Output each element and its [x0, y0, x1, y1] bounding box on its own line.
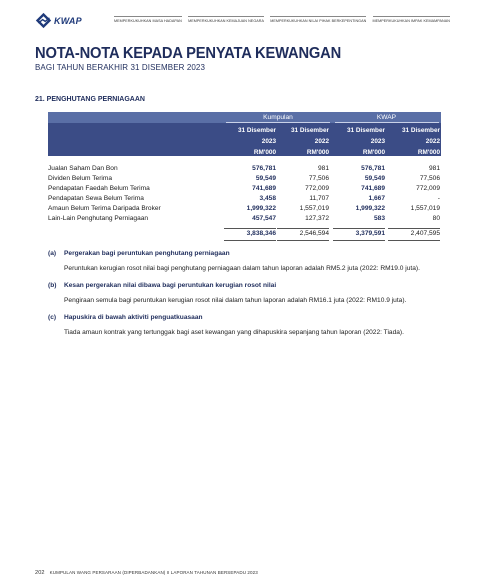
cell-value: 3,458	[259, 195, 276, 202]
row-label: Pendapatan Sewa Belum Terima	[48, 195, 144, 202]
group-header-kwap: KWAP	[376, 113, 397, 121]
group-header-kumpulan: Kumpulan	[263, 113, 293, 121]
cell-value: 576,781	[252, 165, 276, 172]
note-a	[48, 249, 444, 274]
row-label: Jualan Saham Dan Bon	[48, 165, 118, 172]
group-divider	[226, 122, 330, 123]
cell-value: 80	[432, 215, 440, 222]
total-value: 2,407,595	[410, 230, 440, 237]
cell-value: 127,372	[305, 215, 329, 222]
page-subtitle: BAGI TAHUN BERAKHIR 31 DISEMBER 2023	[35, 63, 206, 72]
nav-item-pihak-berkepentingan[interactable]: MEMPERKUKUHKAN NILAI PIHAK BERKEPENTINGAN	[270, 16, 366, 23]
group-divider	[335, 122, 439, 123]
total-rule	[333, 240, 385, 241]
cell-value: 981	[317, 165, 329, 172]
page-title: NOTA-NOTA KEPADA PENYATA KEWANGAN	[35, 45, 342, 62]
cell-value: 1,999,322	[355, 205, 385, 212]
table-total-row	[48, 228, 441, 240]
note-b	[48, 281, 444, 306]
note-heading: (a) Pergerakan bagi peruntukan penghutang perniagaan	[48, 250, 230, 257]
kwap-logo-icon	[35, 12, 52, 29]
table-row	[48, 214, 441, 224]
row-label: Lain-Lain Penghutang Perniagaan	[48, 215, 149, 222]
trade-receivables-table	[48, 112, 441, 240]
cell-value: 741,689	[252, 185, 276, 192]
total-rule	[388, 240, 440, 241]
note-heading: (c) Hapuskira di bawah aktiviti penguatkuasaan	[48, 314, 203, 321]
cell-value: 583	[373, 215, 385, 222]
kwap-logo[interactable]	[35, 12, 82, 29]
cell-value: 772,009	[305, 185, 329, 192]
cell-value: 741,689	[361, 185, 385, 192]
column-header: 31 Disember 2023 RM'000	[237, 127, 276, 156]
notes-section	[48, 249, 444, 345]
row-label: Amaun Belum Terima Daripada Broker	[48, 205, 161, 212]
cell-value: 77,506	[419, 175, 440, 182]
nav-item-kemajuan-negara[interactable]: MEMPERKUKUHKAN KEMAJUAN NEGARA	[188, 16, 264, 23]
cell-value: 457,547	[252, 215, 276, 222]
total-value: 3,838,346	[246, 230, 276, 237]
total-rule	[277, 240, 329, 241]
note-body: Pengiraan semula bagi peruntukan kerugian rosot nilai dalam tahun laporan adalah RM16.1 juta (2022: RM10.9 juta).	[64, 297, 407, 304]
footer-text: KUMPULAN WANG PERSARAAN (DIPERBADANKAN) II LAPORAN TAHUNAN BERSEPADU 2023	[49, 570, 258, 575]
table-row	[48, 174, 441, 184]
table-row	[48, 204, 441, 214]
cell-value: 59,549	[255, 175, 276, 182]
table-row	[48, 164, 441, 174]
nav-item-masa-hadapan[interactable]: MEMPERKUKUHKAN MASA HADAPAN	[114, 16, 182, 23]
cell-value: 1,557,019	[299, 205, 329, 212]
table-row	[48, 194, 441, 204]
column-header: 31 Disember 2022 RM'000	[290, 127, 329, 156]
page-footer	[35, 570, 258, 576]
total-rule	[224, 240, 276, 241]
cell-value: -	[437, 195, 440, 202]
table-header	[48, 112, 441, 156]
logo-text: KWAP	[54, 15, 82, 26]
nav-item-impak-kemampanan[interactable]: MEMPERKUKUHKAN IMPAK KEMAMPANAN	[373, 16, 450, 23]
note-heading: (b) Kesan pergerakan nilai dibawa bagi peruntukan kerugian rosot nilai	[48, 282, 277, 289]
table-body	[48, 164, 441, 240]
cell-value: 1,667	[368, 195, 385, 202]
cell-value: 576,781	[361, 165, 385, 172]
note-body: Peruntukan kerugian rosot nilai bagi penghutang perniagaan dalam tahun laporan adalah RM5.2 juta (2022: RM19.0 juta).	[64, 265, 420, 272]
cell-value: 1,999,322	[246, 205, 276, 212]
cell-value: 11,707	[309, 195, 329, 202]
column-header: 31 Disember 2023 RM'000	[346, 127, 385, 156]
section-heading: 21. PENGHUTANG PERNIAGAAN	[35, 96, 145, 103]
cell-value: 77,506	[308, 175, 329, 182]
cell-value: 981	[428, 165, 440, 172]
row-label: Dividen Belum Terima	[48, 175, 113, 182]
top-navigation	[114, 16, 450, 23]
column-header: 31 Disember 2022 RM'000	[401, 127, 440, 156]
page-number: 202	[35, 570, 45, 576]
cell-value: 772,009	[416, 185, 440, 192]
note-c	[48, 313, 444, 338]
table-row	[48, 184, 441, 194]
cell-value: 59,549	[364, 175, 385, 182]
cell-value: 1,557,019	[410, 205, 440, 212]
total-value: 3,379,591	[355, 230, 385, 237]
total-value: 2,546,594	[299, 230, 329, 237]
note-body: Tiada amaun kontrak yang tertunggak bagi aset kewangan yang dihapuskira sepanjang tahun laporan (2022: Tiada).	[64, 329, 404, 336]
row-label: Pendapatan Faedah Belum Terima	[48, 185, 150, 192]
